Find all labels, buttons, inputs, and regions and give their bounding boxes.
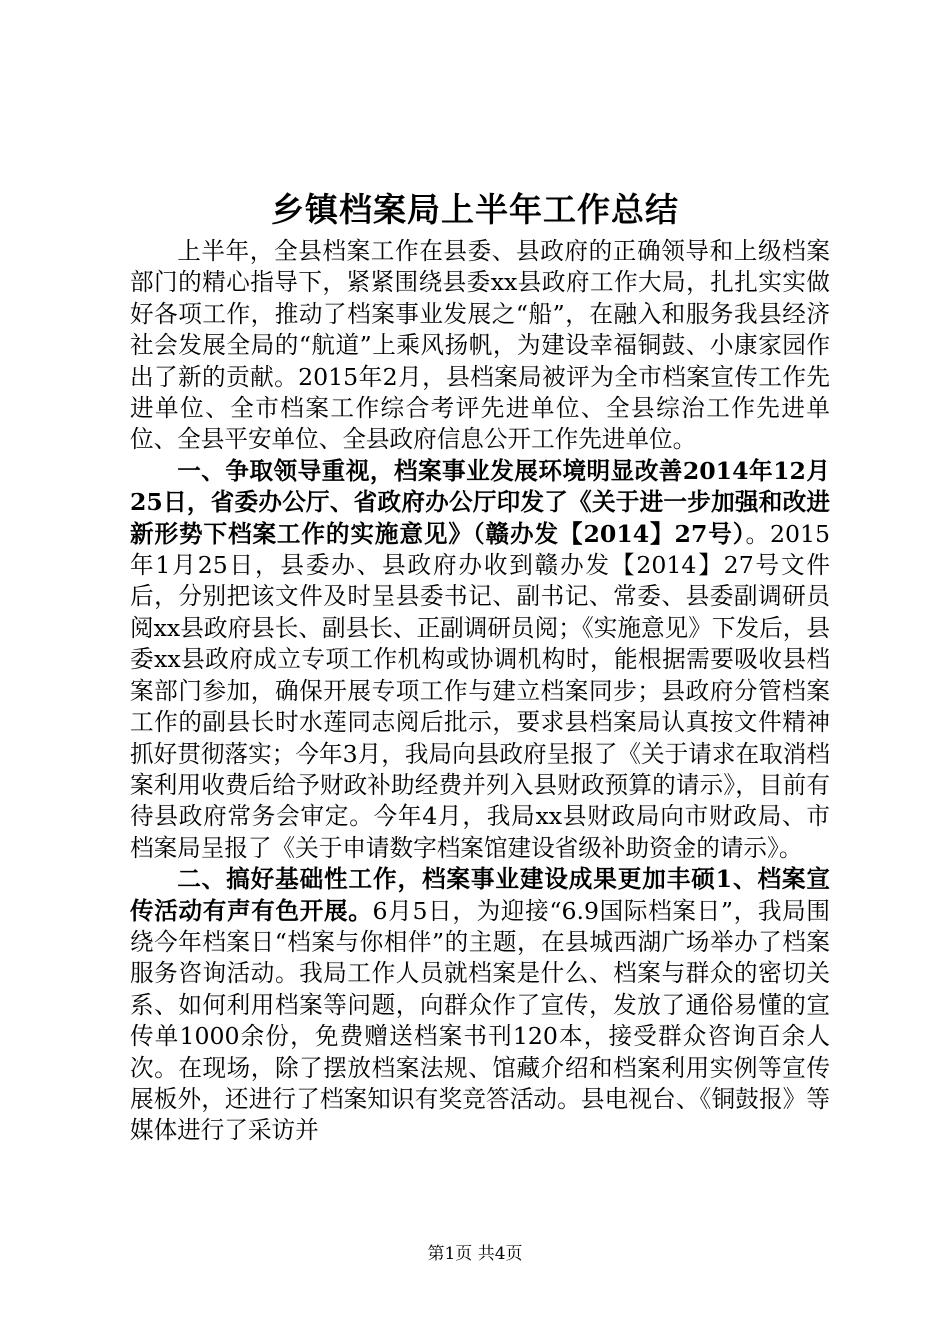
section-1-heading: 一、争取领导重视，档案事业发展环境明显改善2014年12月25日，省委办公厅、省政府办公厅印发了《关于进一步加强和改进新形势下档案工作的实施意见》（赣办发【2014】27号） [130, 456, 830, 548]
section-1-text: 。2015年1月25日，县委办、县政府办收到赣办发【2014】27号文件后，分别把该文件及时呈县委书记、副书记、常委、县委副调研员阅xx县政府县长、副县长、正副调研员阅；《实施意见》下发后，县委xx县政府成立专项工作机构或协调机构时，能根据需要吸收县档案部门参加，确保开展专项工作与建立档案同步；县政府分管档案工作的副县长时水莲同志阅后批示，要求县档案局认真按文件精神抓好贯彻落实；今年3月，我局向县政府呈报了《关于请求在取消档案利用收费后给予财政补助经费并列入县财政预算的请示》，目前有待县政府常务会审定。今年4月，我局xx县财政局向市财政局、市档案局呈报了《关于申请数字档案馆建设省级补助资金的请示》。 [130, 519, 831, 862]
paragraph-section-1 [130, 456, 830, 864]
paragraph-intro [130, 236, 830, 456]
paragraph-intro-text: 上半年，全县档案工作在县委、县政府的正确领导和上级档案部门的精心指导下，紧紧围绕县委xx县政府工作大局，扎扎实实做好各项工作，推动了档案事业发展之“船”，在融入和服务我县经济社会发展全局的“航道”上乘风扬帆，为建设幸福铜鼓、小康家园作出了新的贡献。2015年2月，县档案局被评为全市档案宣传工作先进单位、全市档案工作综合考评先进单位、全县综治工作先进单位、全县平安单位、全县政府信息公开工作先进单位。 [130, 237, 830, 454]
document-body [130, 236, 830, 1147]
section-2-text: 6月5日，为迎接“6.9国际档案日”，我局围绕今年档案日“档案与你相伴”的主题，在县城西湖广场举办了档案服务咨询活动。我局工作人员就档案是什么、档案与群众的密切关系、如何利用档案等问题，向群众作了宣传，发放了通俗易懂的宣传单1000余份，免费赠送档案书刊120本，接受群众咨询百余人次。在现场，除了摆放档案法规、馆藏介绍和档案利用实例等宣传展板外，还进行了档案知识有奖竞答活动。县电视台、《铜鼓报》等媒体进行了采访并 [130, 896, 831, 1145]
page-number: 第1页 共4页 [427, 1244, 523, 1264]
section-2-heading: 二、搞好基础性工作，档案事业建设成果更加丰硕1、档案宣传活动有声有色开展。 [130, 865, 830, 925]
paragraph-section-2 [130, 864, 830, 1147]
document-title: 乡镇档案局上半年工作总结 [271, 190, 679, 229]
